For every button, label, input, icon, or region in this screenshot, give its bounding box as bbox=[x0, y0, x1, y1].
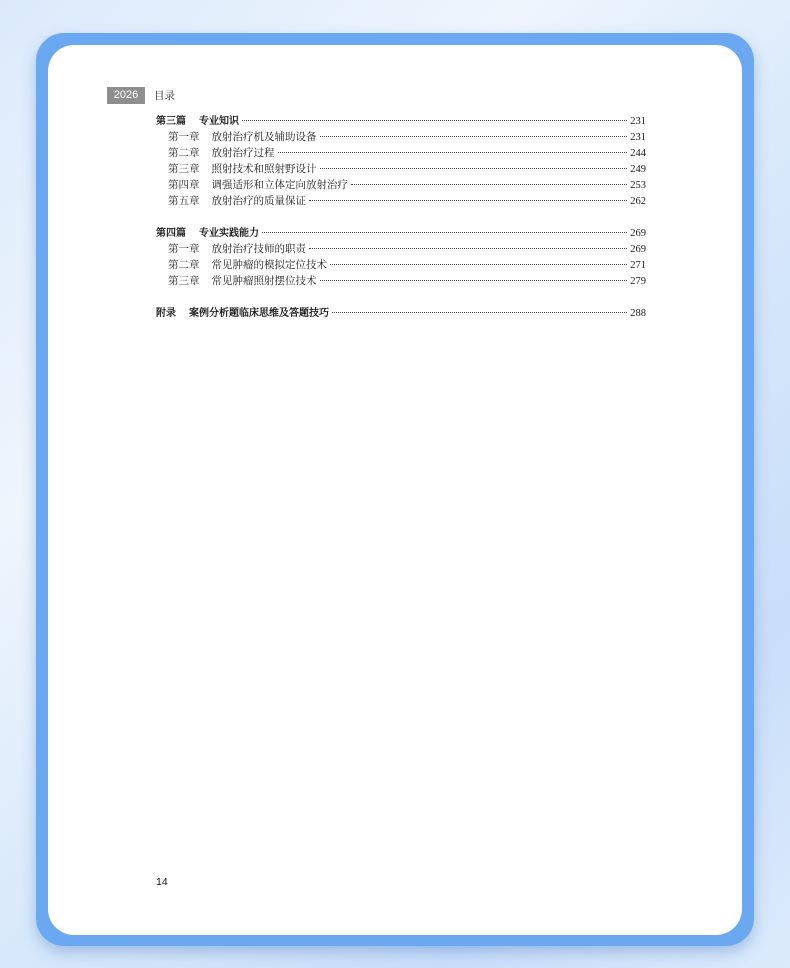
dot-leader bbox=[320, 136, 628, 137]
page-number: 14 bbox=[156, 876, 168, 888]
section-gap bbox=[156, 210, 646, 226]
dot-leader bbox=[332, 312, 627, 313]
dot-leader bbox=[320, 280, 628, 281]
chapter-number: 第四章 bbox=[168, 180, 200, 191]
chapter-title: 常见肿瘤的模拟定位技术 bbox=[211, 260, 327, 271]
header-title: 目录 bbox=[154, 90, 175, 102]
chapter-title: 调强适形和立体定向放射治疗 bbox=[211, 180, 348, 191]
chapter-title: 放射治疗的质量保证 bbox=[211, 196, 306, 207]
dot-leader bbox=[309, 200, 627, 201]
toc-chapter[interactable] bbox=[156, 194, 646, 210]
part-number: 第四篇 bbox=[156, 228, 186, 239]
page-ref: 253 bbox=[630, 180, 646, 191]
chapter-number: 第五章 bbox=[168, 196, 200, 207]
dot-leader bbox=[262, 232, 627, 233]
page-ref: 271 bbox=[630, 260, 646, 271]
toc-part[interactable] bbox=[156, 114, 646, 130]
chapter-title: 放射治疗过程 bbox=[211, 148, 275, 159]
toc-appendix[interactable] bbox=[156, 306, 646, 322]
appendix-label: 附录 bbox=[156, 308, 176, 319]
chapter-title: 常见肿瘤照射摆位技术 bbox=[211, 276, 317, 287]
toc-chapter[interactable] bbox=[156, 258, 646, 274]
part-title: 专业实践能力 bbox=[199, 228, 259, 239]
page-ref: 231 bbox=[630, 132, 646, 143]
chapter-number: 第三章 bbox=[168, 276, 200, 287]
part-title: 专业知识 bbox=[199, 116, 239, 127]
page-ref: 288 bbox=[630, 308, 646, 319]
page-ref: 244 bbox=[630, 148, 646, 159]
appendix-title: 案例分析题临床思维及答题技巧 bbox=[189, 308, 329, 319]
toc-chapter[interactable] bbox=[156, 274, 646, 290]
page-ref: 279 bbox=[630, 276, 646, 287]
page-ref: 262 bbox=[630, 196, 646, 207]
dot-leader bbox=[242, 120, 627, 121]
chapter-number: 第二章 bbox=[168, 260, 200, 271]
dot-leader bbox=[351, 184, 627, 185]
chapter-number: 第一章 bbox=[168, 244, 200, 255]
page-ref: 269 bbox=[630, 228, 646, 239]
page-ref: 231 bbox=[630, 116, 646, 127]
toc-chapter[interactable] bbox=[156, 178, 646, 194]
page-ref: 249 bbox=[630, 164, 646, 175]
dot-leader bbox=[330, 264, 627, 265]
toc-chapter[interactable] bbox=[156, 162, 646, 178]
dot-leader bbox=[309, 248, 627, 249]
toc-chapter[interactable] bbox=[156, 130, 646, 146]
page-ref: 269 bbox=[630, 244, 646, 255]
year-badge: 2026 bbox=[107, 87, 145, 104]
part-number: 第三篇 bbox=[156, 116, 186, 127]
chapter-title: 放射治疗技师的职责 bbox=[211, 244, 306, 255]
section-gap bbox=[156, 290, 646, 306]
chapter-title: 照射技术和照射野设计 bbox=[211, 164, 317, 175]
toc-part[interactable] bbox=[156, 226, 646, 242]
dot-leader bbox=[320, 168, 628, 169]
chapter-number: 第三章 bbox=[168, 164, 200, 175]
toc-chapter[interactable] bbox=[156, 242, 646, 258]
dot-leader bbox=[278, 152, 628, 153]
chapter-number: 第一章 bbox=[168, 132, 200, 143]
toc-chapter[interactable] bbox=[156, 146, 646, 162]
page-header bbox=[107, 87, 175, 104]
chapter-title: 放射治疗机及辅助设备 bbox=[211, 132, 317, 143]
chapter-number: 第二章 bbox=[168, 148, 200, 159]
table-of-contents bbox=[156, 114, 646, 322]
